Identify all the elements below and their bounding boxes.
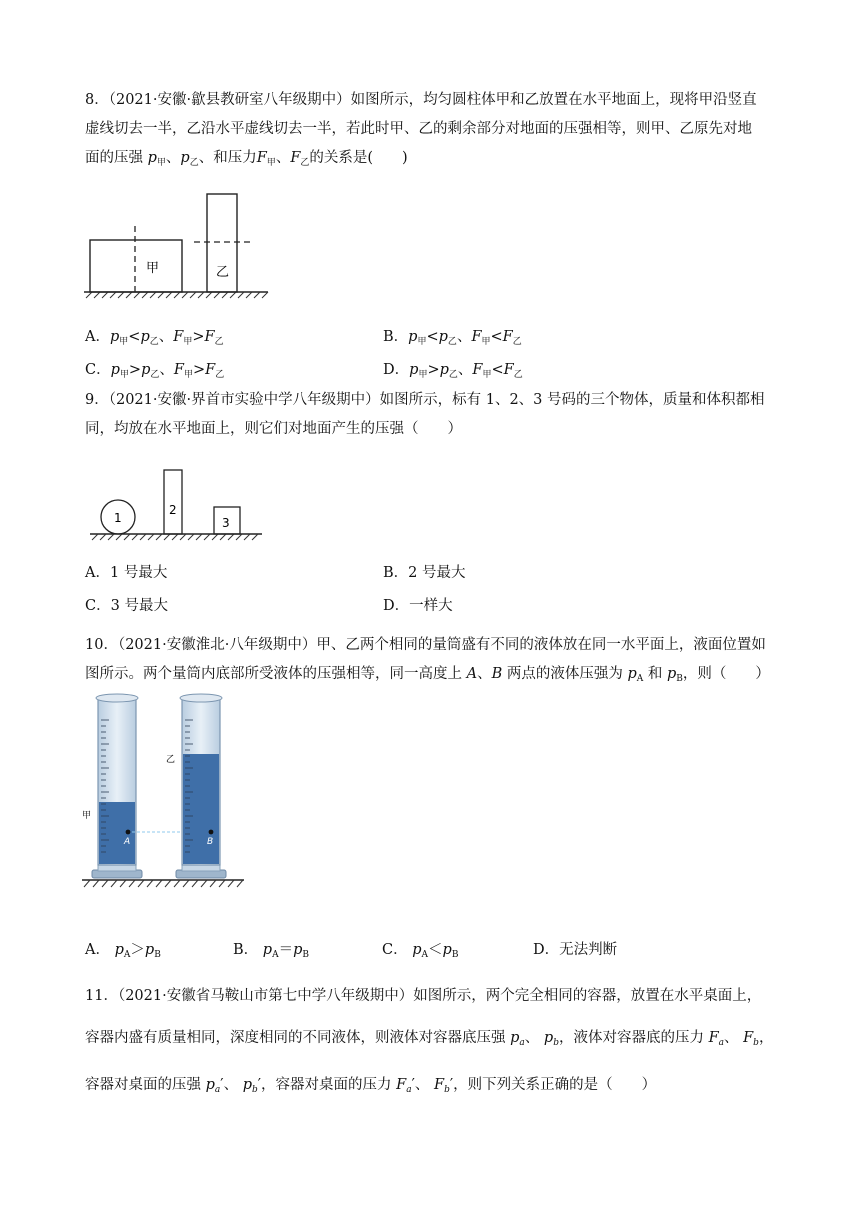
q9-option-c[interactable]: C．3 号最大 [85, 598, 168, 614]
q9-line-2: 同，均放在水平地面上，则它们对地面产生的压强（ ） [85, 421, 462, 437]
q10-line-2: 图所示。两个量筒内底部所受液体的压强相等，同一高度上 A、B 两点的液体压强为 $p_A$ 和 $p_B$，则（ ） [85, 666, 770, 684]
q8-option-d[interactable]: D．$p_甲>p_乙$、$F_甲<F_乙$ [383, 362, 523, 380]
label-jia: 甲 [82, 811, 92, 821]
q10-line-1: 10．（2021·安徽淮北·八年级期中）甲、乙两个相同的量筒盛有不同的液体放在同一水平面上，液面位置如 [85, 637, 766, 653]
q11-source: （2021·安徽省马鞍山市第七中学八年级期中） [117, 988, 414, 1004]
q11-line-1: 11．（2021·安徽省马鞍山市第七中学八年级期中）如图所示，两个完全相同的容器，放置在水平桌面上， [85, 988, 762, 1004]
label-b: B [207, 837, 214, 847]
label-1: 1 [114, 511, 122, 525]
cylinder-yi [176, 694, 226, 878]
q10-figure [80, 690, 246, 890]
point-b [209, 830, 214, 835]
object-2-tall-block [164, 470, 182, 534]
q9-option-b[interactable]: B．2 号最大 [383, 565, 466, 581]
q9-option-a[interactable]: A．1 号最大 [85, 565, 168, 581]
q9-source: （2021·安徽·界首市实验中学八年级期中） [108, 392, 380, 408]
cylinder-jia [92, 694, 142, 878]
label-3: 3 [222, 516, 230, 530]
q8-line-1: 8．（2021·安徽·歙县教研室八年级期中）如图所示，均匀圆柱体甲和乙放置在水平地面上，现将甲沿竖直 [85, 92, 757, 108]
label-yi: 乙 [166, 755, 176, 765]
q9-line-1: 9．（2021·安徽·界首市实验中学八年级期中）如图所示，标有 1、2、3 号码的三个物体，质量和体积都相 [85, 392, 765, 408]
q8-option-a[interactable]: A．$p_甲<p_乙$、$F_甲>F_乙$ [85, 329, 224, 347]
q8-figure [80, 188, 270, 300]
label-yi: 乙 [216, 265, 230, 280]
q10-option-d[interactable]: D．无法判断 [533, 942, 618, 958]
cylinder-jia [90, 240, 182, 292]
q10-source: （2021·安徽淮北·八年级期中） [117, 637, 317, 653]
q8-option-c[interactable]: C．$p_甲>p_乙$、$F_甲>F_乙$ [85, 362, 225, 380]
q10-option-a[interactable]: A． $p_A>p_B$ [85, 942, 161, 960]
q9-option-d[interactable]: D．一样大 [383, 598, 453, 614]
q11-line-2: 容器内盛有质量相同，深度相同的不同液体，则液体对容器底压强 $p_a$、 $p_b$，液体对容器底的压力 $F_a$、 $F_b$， [85, 1030, 774, 1048]
label-2: 2 [169, 503, 177, 517]
q8-source: （2021·安徽·歙县教研室八年级期中） [108, 92, 351, 108]
q10-option-b[interactable]: B． $p_A=p_B$ [233, 942, 309, 960]
label-jia: 甲 [146, 261, 160, 276]
q11-line-3: 容器对桌面的压强 $p_a'$、 $p_b'$，容器对桌面的压力 $F_a'$、 $F_b'$，则下列关系正确的是（ ） [85, 1077, 657, 1095]
q10-option-c[interactable]: C． $p_A<p_B$ [382, 942, 459, 960]
liquid-yi [183, 754, 219, 864]
question-10 [85, 631, 785, 694]
q8-line-2: 虚线切去一半，乙沿水平虚线切去一半，若此时甲、乙的剩余部分对地面的压强相等，则甲、乙原先对地 [85, 121, 752, 137]
question-8 [85, 86, 785, 178]
ground-hatch [86, 292, 268, 298]
q8-option-b[interactable]: B．$p_甲<p_乙$、$F_甲<F_乙$ [383, 329, 522, 347]
ground-hatch [84, 880, 243, 887]
label-a: A [124, 837, 131, 847]
question-11 [85, 975, 785, 1111]
q9-figure [88, 464, 264, 548]
ground-hatch [92, 534, 258, 540]
point-a [126, 830, 131, 835]
question-9 [85, 386, 785, 444]
q8-line-3: 面的压强 $p_甲$、$p_乙$、和压力$F_甲$、$F_乙$的关系是( ) [85, 150, 408, 168]
